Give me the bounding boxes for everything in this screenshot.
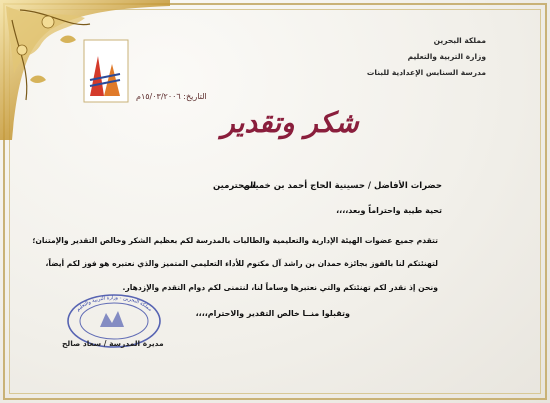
letterhead-school: مدرسة السنابس الإعدادية للبنات <box>366 68 486 77</box>
gold-corner-ornament <box>0 0 170 140</box>
letterhead-ministry: وزارة التربية والتعليم <box>407 52 486 61</box>
signature: مديرة المدرسة / سعاد صالح <box>62 339 164 348</box>
honorific: المحترمين <box>213 181 257 191</box>
date-line: التاريخ: ١٥/٠٣/٢٠٠٦م <box>136 92 207 101</box>
title-calligraphy <box>200 100 380 144</box>
letterhead-country: مملكة البحرين <box>433 36 486 45</box>
addressee: حضرات الأفاضل / حسينية الحاج أحمد بن خميس <box>243 181 442 191</box>
body-line-3: ونحن إذ نقدر لكم تهنئتكم والتي نعتبرها وساماً لنا، لنتمنى لكم دوام التقدم والإزدهار. <box>122 283 438 292</box>
greeting: تحية طيبة واحتراماً وبعد،،،، <box>336 206 442 215</box>
seal-text: مملكة البحرين - وزارة التربية والتعليم <box>75 294 153 313</box>
title-text: شكر وتقدير <box>221 106 359 139</box>
school-logo-icon <box>84 40 128 102</box>
body-line-1: تتقدم جميع عضوات الهيئة الإدارية والتعليمية والطالبات بالمدرسة لكم بعظيم الشكر وخالص التقدير والإمتنان؛ <box>32 236 438 245</box>
body-line-2: لتهنئتكم لنا بالفوز بجائزة حمدان بن راشد آل مكتوم للأداء التعليمي المتميز والذي نعتبره هو فوز لكم أيضاً، <box>45 259 438 268</box>
closing: وتقبلوا منــا خالص التقدير والاحترام،،،، <box>195 309 350 318</box>
